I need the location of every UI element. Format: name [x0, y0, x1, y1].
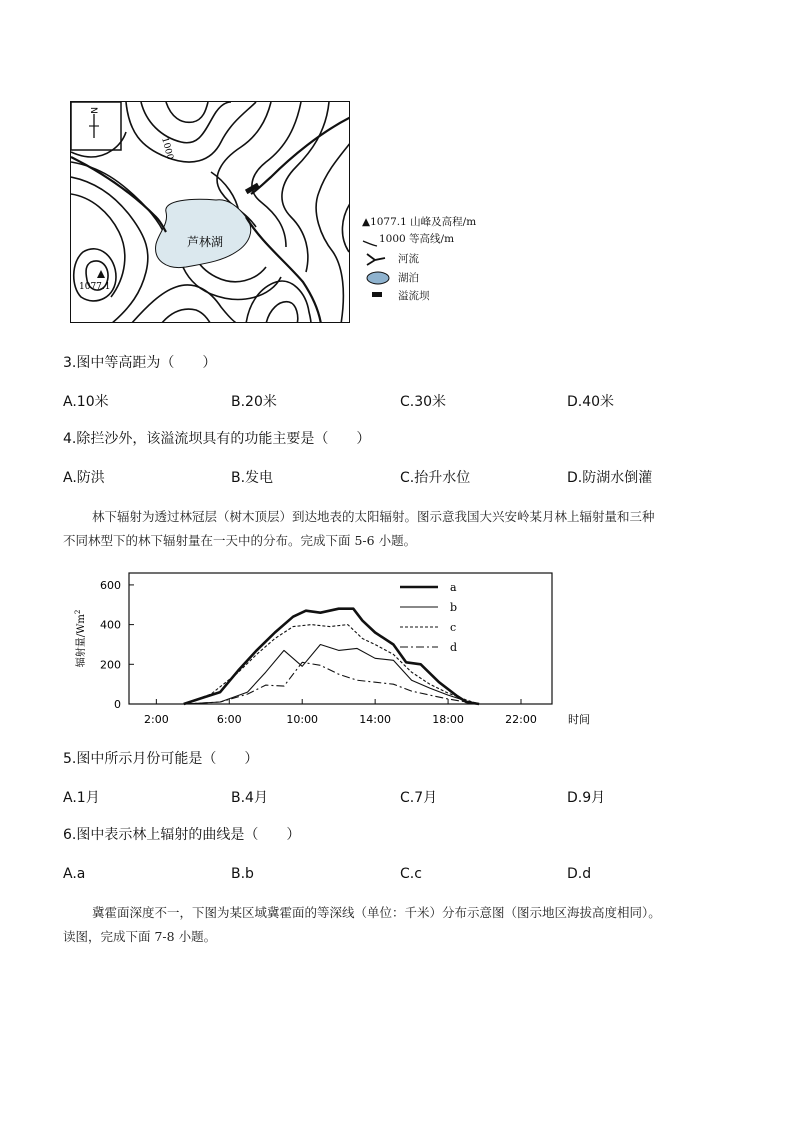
legend-lake: 湖泊: [398, 272, 419, 284]
q6-stem: 6.图中表示林上辐射的曲线是（ ）: [63, 827, 301, 843]
q3-option-d[interactable]: D.40米: [567, 394, 615, 410]
radiation-chart-svg: [70, 565, 590, 735]
legend-peak: ▲1077.1 山峰及高程/m: [362, 216, 477, 228]
moho-paragraph-line1: 冀霍面深度不一，下图为某区域冀霍面的等深线（单位：千米）分布示意图（图示地区海拔高度相同）。: [92, 905, 661, 920]
topographic-map: [70, 101, 350, 323]
legend-dam: 溢流坝: [398, 290, 430, 302]
map-legend: [362, 214, 522, 314]
q6-option-d[interactable]: D.d: [567, 866, 592, 882]
y-tick-label: 200: [100, 658, 121, 672]
x-tick-label: 22:00: [505, 713, 537, 726]
legend-label-b: b: [450, 601, 458, 614]
river-legend-icon: [366, 251, 386, 265]
series-line-c: [184, 625, 479, 704]
q3-option-b[interactable]: B.20米: [231, 394, 277, 410]
x-tick-label: 2:00: [143, 713, 169, 726]
q4-option-b[interactable]: B.发电: [231, 470, 274, 486]
q3-option-c[interactable]: C.30米: [400, 394, 447, 410]
contour-label: 1000: [159, 136, 175, 162]
north-label: N: [88, 107, 98, 114]
legend-river: 河流: [398, 253, 419, 265]
lake-shape: [156, 199, 251, 267]
peak-icon: [97, 270, 105, 278]
q6-option-b[interactable]: B.b: [231, 866, 254, 882]
y-axis-label-superscript: 2: [74, 609, 82, 615]
series-line-b: [184, 645, 479, 705]
q5-option-a[interactable]: A.1月: [63, 790, 100, 806]
q4-option-c[interactable]: C.抬升水位: [400, 470, 471, 486]
legend-label-d: d: [450, 641, 458, 654]
q6-option-c[interactable]: C.c: [400, 866, 422, 882]
x-tick-label: 6:00: [216, 713, 242, 726]
q5-option-c[interactable]: C.7月: [400, 790, 438, 806]
x-tick-label: 18:00: [432, 713, 464, 726]
q5-stem: 5.图中所示月份可能是（ ）: [63, 751, 259, 767]
y-axis-label: [74, 610, 87, 668]
y-tick-label: 600: [100, 578, 121, 592]
legend-contour: 1000 等高线/m: [379, 233, 455, 245]
intro-paragraph-line1: 林下辐射为透过林冠层（树木顶层）到达地表的太阳辐射。图示意我国大兴安岭某月林上辐射量和三种: [92, 509, 655, 524]
lake-legend-icon: [366, 270, 390, 284]
q6-option-a[interactable]: A.a: [63, 866, 86, 882]
contour-legend-icon: [362, 233, 378, 243]
x-axis-label: 时间: [568, 713, 590, 726]
q4-option-d[interactable]: D.防湖水倒灌: [567, 470, 653, 486]
y-axis-label-text: 辐射量/Wm: [76, 614, 87, 668]
intro-paragraph-line2: 不同林型下的林下辐射量在一天中的分布。完成下面 5-6 小题。: [63, 533, 417, 548]
x-tick-label: 10:00: [286, 713, 319, 726]
legend-label-c: c: [450, 621, 457, 634]
x-tick-label: 14:00: [359, 713, 391, 726]
contour-map-svg: [71, 102, 350, 323]
q3-stem: 3.图中等高距为（ ）: [63, 355, 217, 371]
q3-option-a[interactable]: A.10米: [63, 394, 109, 410]
y-tick-label: 0: [114, 698, 121, 711]
plot-frame: [129, 573, 552, 704]
q4-option-a[interactable]: A.防洪: [63, 470, 105, 486]
radiation-chart: [70, 565, 590, 735]
q5-option-b[interactable]: B.4月: [231, 790, 268, 806]
peak-label: 1077.1: [79, 282, 111, 292]
y-tick-label: 400: [100, 618, 121, 632]
lake-label: 芦林湖: [187, 235, 224, 249]
legend-label-a: a: [450, 581, 457, 594]
q4-stem: 4.除拦沙外，该溢流坝具有的功能主要是（ ）: [63, 431, 371, 447]
q5-option-d[interactable]: D.9月: [567, 790, 606, 806]
moho-paragraph-line2: 读图，完成下面 7-8 小题。: [63, 929, 217, 944]
dam-legend-icon: [372, 292, 382, 297]
